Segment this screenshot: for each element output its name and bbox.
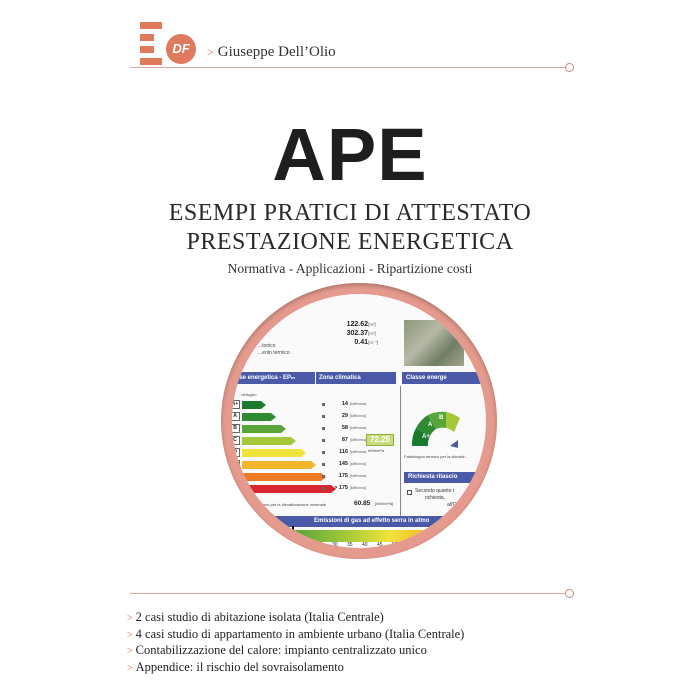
energy-class-label: A+ <box>232 401 239 407</box>
cert-bottom-value: 60.85 <box>354 500 371 507</box>
energy-class-row <box>232 460 400 470</box>
energy-class-marker <box>322 427 325 430</box>
feature-text: Contabilizzazione del calore: impianto centralizzato unico <box>135 643 427 657</box>
energy-class-label: B <box>232 424 240 433</box>
gauge-label-b: B <box>439 415 444 421</box>
feature-list-item <box>127 660 464 677</box>
book-tagline: Normativa - Applicazioni - Ripartizione costi <box>227 261 473 276</box>
energy-class-value: 145 <box>338 461 348 467</box>
emissions-tick-label: 20 <box>302 542 308 548</box>
energy-class-label: G <box>232 484 240 493</box>
energy-class-label: A <box>232 412 240 421</box>
energy-class-value: 175 <box>338 473 348 479</box>
energy-class-value: 116 <box>339 449 348 455</box>
bullet-arrow: > <box>127 662 133 674</box>
emissions-tick-label: 30 <box>332 542 338 548</box>
feature-text: 2 casi studio di abitazione isolata (Italia Centrale) <box>135 610 384 624</box>
cert-top-value-2: 302.37 <box>346 330 368 337</box>
logo-bar-3 <box>140 46 154 53</box>
cert-header-classe: sse energetica - EPₘ <box>232 372 315 384</box>
emissions-tick-label: 50 <box>392 542 398 548</box>
logo-badge <box>166 34 196 64</box>
bullet-arrow: > <box>127 629 133 641</box>
energy-class-bar <box>242 437 296 445</box>
energy-class-bar <box>242 401 266 409</box>
energy-class-unit: [kWh/m²a] <box>350 402 366 406</box>
cert-building-photo <box>404 320 464 366</box>
bullet-arrow: > <box>127 613 133 624</box>
cert-result-unit: kWh/m²a <box>368 448 384 453</box>
logo-bar-4 <box>140 58 162 65</box>
energy-class-bar <box>242 473 326 481</box>
cert-gauge <box>404 390 464 450</box>
energy-class-row <box>232 412 400 422</box>
energy-class-bar <box>242 449 306 457</box>
book-subtitle-line-2: PRESTAZIONE ENERGETICA <box>186 229 514 255</box>
cert-legend-small: ...dettaglio <box>238 392 257 397</box>
header-divider <box>130 67 566 68</box>
energy-class-value: > 175 <box>334 485 348 491</box>
energy-class-marker <box>322 403 325 406</box>
cert-top-label-1: ...tonico <box>258 343 276 349</box>
cert-top-value-3: 0.41 <box>354 339 368 346</box>
energy-class-bar <box>242 425 286 433</box>
energy-class-value: 87 <box>341 437 348 443</box>
energy-class-row <box>232 400 400 410</box>
gauge-label-aplus: A+ <box>422 434 430 440</box>
gauge-label-a: A <box>428 422 433 428</box>
feature-text: Appendice: il rischio del sovraisolamento <box>135 659 344 674</box>
author-name: Giuseppe Dell’Olio <box>217 44 336 60</box>
energy-class-marker <box>322 463 325 466</box>
publisher-logo <box>140 20 200 66</box>
cert-bottom-note: ...del fabbisogno per la climatizzazione invernale <box>240 502 327 507</box>
logo-text: DF <box>172 41 190 56</box>
energy-class-value: 58 <box>341 425 348 431</box>
energy-class-unit: [kWh/m²a] <box>350 486 366 490</box>
cert-top-unit-3: [m⁻¹] <box>368 340 379 345</box>
cert-header-right: Classe energe <box>402 372 486 384</box>
cert-richiesta-header: Richiesta rilascio <box>404 472 486 483</box>
gauge-pointer <box>450 440 458 448</box>
energy-class-row <box>232 484 400 494</box>
energy-class-row <box>232 472 400 482</box>
emissions-tick-label: 45 <box>377 542 383 548</box>
bullet-arrow: > <box>127 646 133 657</box>
energy-class-label: C <box>232 436 240 445</box>
energy-class-label: E <box>232 460 240 469</box>
cert-richiesta-checkbox <box>407 490 412 495</box>
book-subtitle-line-1: ESEMPI PRATICI DI ATTESTATO <box>168 200 532 226</box>
energy-class-row <box>232 424 400 434</box>
cert-top-label-2: ...ento termico <box>258 350 290 356</box>
emissions-tick-label: 25 <box>317 542 323 548</box>
cert-header-zona: Zona climatica <box>315 372 370 384</box>
energy-class-marker <box>322 487 325 490</box>
cert-result-box: 72.25 <box>366 434 394 446</box>
footer-divider <box>130 593 566 594</box>
cert-richiesta-text-2: richiesta, <box>425 495 446 501</box>
feature-list-item <box>127 610 464 627</box>
energy-certificate-image <box>232 294 486 548</box>
cert-top-value-1: 122.62 <box>346 321 368 328</box>
cert-emissioni-header: Emissioni di gas ad effetto serra in atmo <box>232 516 486 527</box>
energy-class-marker <box>322 415 325 418</box>
energy-class-unit: [kWh/m²a] <box>350 414 366 418</box>
cert-emissions-scale-bar <box>232 530 486 542</box>
cert-bottom-unit: [kWh/m²a] <box>375 501 394 506</box>
book-title: APE <box>272 113 428 196</box>
energy-class-value: 14 <box>341 401 348 407</box>
feature-text: 4 casi studio di appartamento in ambiente urbano (Italia Centrale) <box>135 626 465 641</box>
emissions-tick-label: 35 <box>347 542 353 548</box>
energy-class-unit: [kWh/m²a] <box>350 474 366 478</box>
energy-class-marker <box>322 439 325 442</box>
author <box>207 44 336 61</box>
energy-class-marker <box>322 475 325 478</box>
cover-illustration <box>232 294 486 548</box>
energy-class-marker <box>322 451 325 454</box>
logo-bar-1 <box>140 22 162 29</box>
energy-class-label: F <box>232 472 240 481</box>
cert-top-unit-1: [m²] <box>368 322 376 327</box>
gauge-segment-c <box>446 412 460 432</box>
energy-class-unit: [kWh/m²a] <box>350 438 366 442</box>
feature-list-item <box>127 627 464 644</box>
logo-bar-2 <box>140 34 154 41</box>
energy-class-label: D <box>232 448 240 457</box>
cert-richiesta-text-1: Secondo quanto r <box>415 488 455 494</box>
footer-divider-end <box>565 589 574 598</box>
feature-list-item <box>127 643 464 660</box>
cert-vertical-divider <box>400 386 401 516</box>
cert-emissions-marker <box>292 526 294 540</box>
energy-class-unit: [kWh/m²a] <box>350 462 366 466</box>
energy-class-unit: [kWh/m²a] <box>350 426 366 430</box>
energy-class-value: 29 <box>341 413 348 419</box>
header-divider-end <box>565 63 574 72</box>
energy-class-bar <box>242 461 316 469</box>
author-arrow: > <box>207 45 214 59</box>
cert-right-note: Fabbisogno termico per la climatiz... <box>404 454 469 459</box>
cert-header-yellow-mark <box>370 372 396 384</box>
energy-class-unit: [kWh/m²a] <box>350 450 366 454</box>
cert-richiesta-text-3: all'Om <box>447 502 462 508</box>
emissions-tick-label: 40 <box>362 542 368 548</box>
energy-class-bar <box>242 413 276 421</box>
cert-top-unit-2: [m³] <box>368 331 376 336</box>
feature-list <box>127 610 464 676</box>
